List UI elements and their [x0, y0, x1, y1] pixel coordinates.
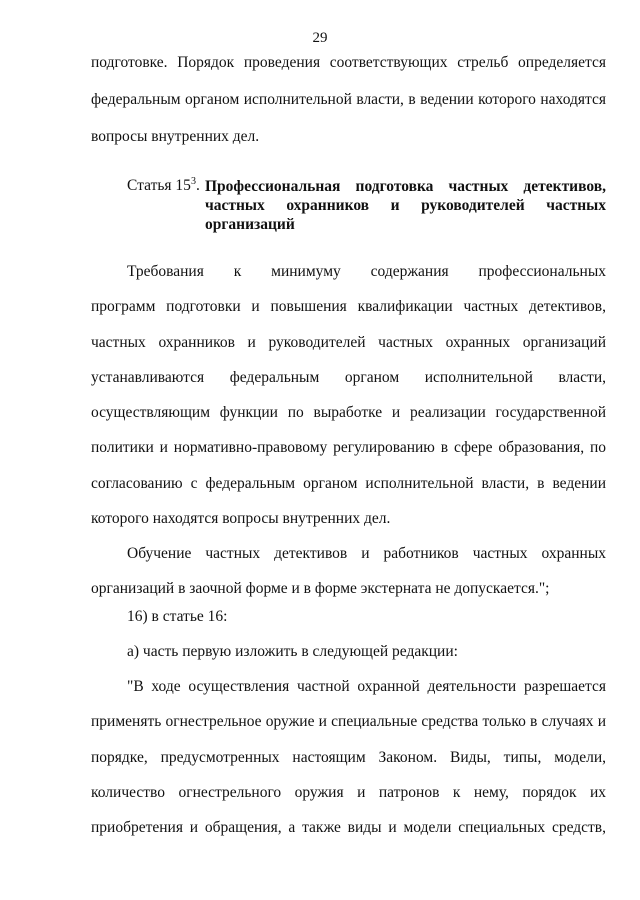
list-item: 16) в статье 16: — [127, 608, 228, 625]
text-line: порядке, предусмотренных настоящим Законом. Виды, типы, модели, — [91, 749, 606, 766]
text-line: Требования к минимуму содержания профессиональных — [127, 263, 606, 280]
text-line: федеральным органом исполнительной власти, в ведении которого находятся — [91, 91, 606, 108]
text-line: политики и нормативно-правовому регулированию в сфере образования, по — [91, 439, 606, 456]
text-line: "В ходе осуществления частной охранной деятельности разрешается — [127, 678, 606, 695]
text-line: программ подготовки и повышения квалификации частных детективов, — [91, 298, 606, 315]
article-title-line: Профессиональная подготовка частных детективов, — [205, 178, 606, 195]
text-line: организаций в заочной форме и в форме экстерната не допускается."; — [91, 580, 550, 597]
text-line: осуществляющим функции по выработке и реализации государственной — [91, 404, 606, 421]
article-title-line: организаций — [205, 216, 295, 233]
text-line: устанавливаются федеральным органом исполнительной власти, — [91, 369, 606, 386]
text-line: приобретения и обращения, а также виды и модели специальных средств, — [91, 819, 606, 836]
text-line: которого находятся вопросы внутренних дел. — [91, 510, 391, 527]
text-line: частных охранников и руководителей частных охранных организаций — [91, 334, 606, 351]
text-line: вопросы внутренних дел. — [91, 128, 260, 145]
text-line: применять огнестрельное оружие и специальные средства только в случаях и — [91, 713, 606, 730]
page-number: 29 — [312, 30, 328, 46]
article-label-superscript: 3 — [190, 175, 196, 187]
text-line: количество огнестрельного оружия и патронов к нему, порядок их — [91, 784, 606, 801]
article-title-line: частных охранников и руководителей частных — [205, 197, 606, 214]
text-line: подготовке. Порядок проведения соответствующих стрельб определяется — [91, 54, 606, 71]
article-label: Статья $15^3$. — [127, 175, 200, 194]
text-line: Обучение частных детективов и работников частных охранных — [127, 545, 606, 562]
list-item: а) часть первую изложить в следующей редакции: — [127, 643, 458, 660]
text-line: согласованию с федеральным органом исполнительной власти, в ведении — [91, 475, 606, 492]
